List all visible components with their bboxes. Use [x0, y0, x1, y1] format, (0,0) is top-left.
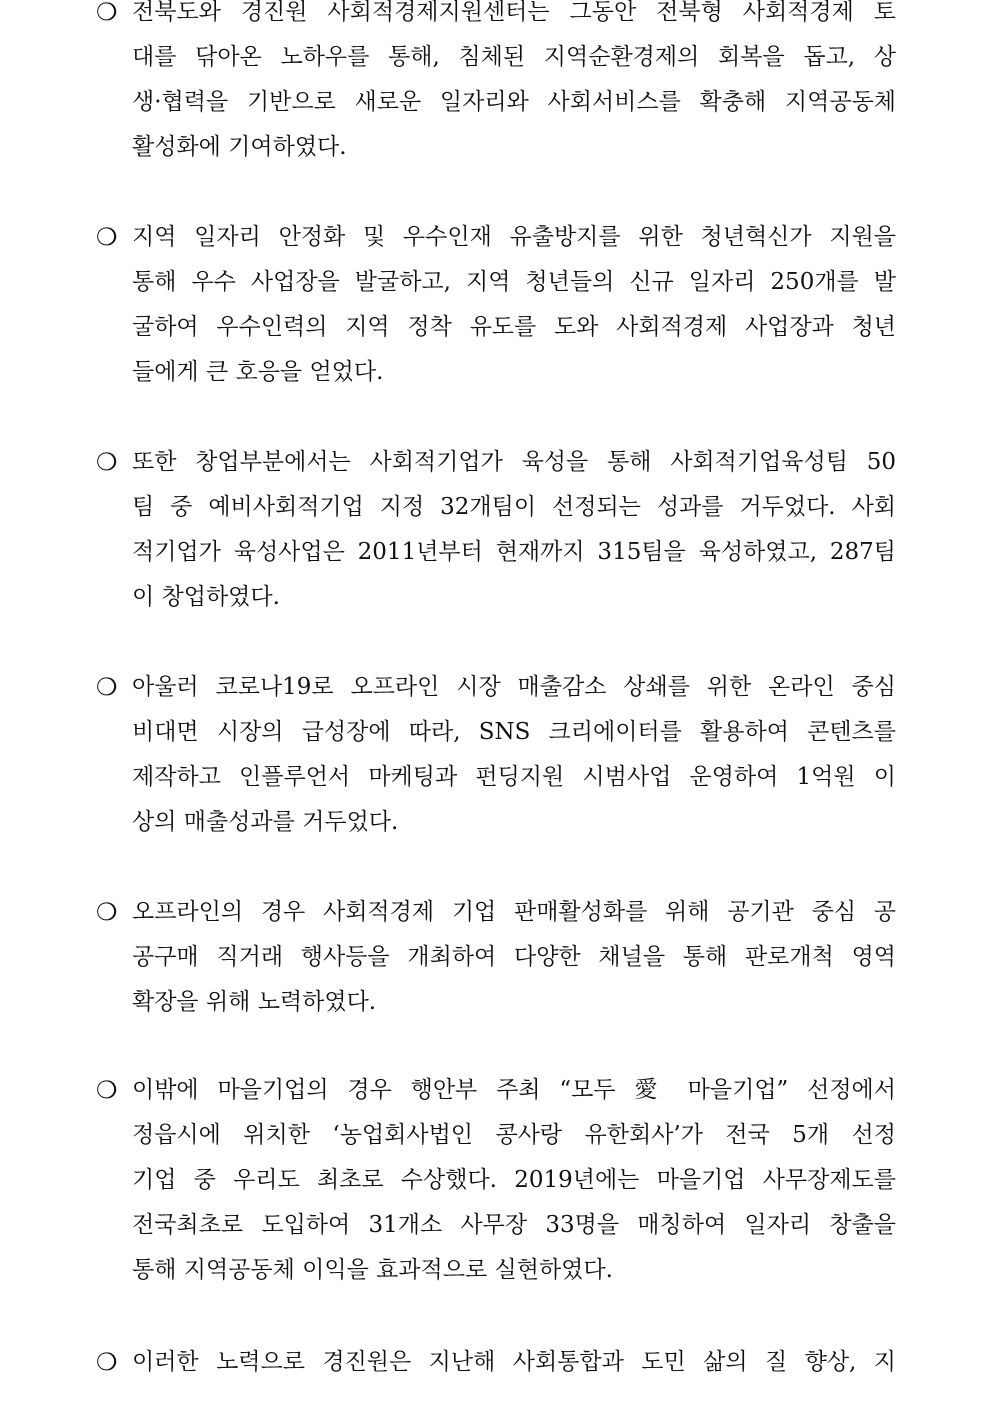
- paragraph-text: [132, 215, 896, 395]
- bullet-circle-icon: ❍: [96, 673, 118, 701]
- text-line: 들에게 큰 호응을 얻었다.: [132, 359, 384, 385]
- text-line: 적기업가 육성사업은 2011년부터 현재까지 315팀을 육성하였고, 287팀: [132, 539, 896, 565]
- text-line: 정읍시에 위치한 ‘농업회사법인 콩사랑 유한회사’가 전국 5개 선정: [132, 1122, 896, 1148]
- text-line: 확장을 위해 노력하였다.: [132, 989, 377, 1015]
- text-line: 생·협력을 기반으로 새로운 일자리와 사회서비스를 확충해 지역공동체: [132, 89, 896, 115]
- text-line: 제작하고 인플루언서 마케팅과 펀딩지원 시범사업 운영하여 1억원 이: [132, 764, 896, 790]
- text-line: 통해 지역공동체 이익을 효과적으로 실현하였다.: [132, 1257, 613, 1283]
- paragraph-text: [132, 665, 896, 845]
- text-line: 기업 중 우리도 최초로 수상했다. 2019년에는 마을기업 사무장제도를: [132, 1167, 896, 1193]
- paragraph-text: [132, 440, 896, 620]
- text-line: 통해 우수 사업장을 발굴하고, 지역 청년들의 신규 일자리 250개를 발: [132, 269, 896, 295]
- bullet-circle-icon: ❍: [96, 0, 118, 26]
- bullet-circle-icon: ❍: [96, 898, 118, 926]
- text-line: 전북도와 경진원 사회적경제지원센터는 그동안 전북형 사회적경제 토: [132, 0, 896, 25]
- paragraph-text: [132, 890, 896, 1025]
- text-line: 팀 중 예비사회적기업 지정 32개팀이 선정되는 성과를 거두었다. 사회: [132, 494, 896, 520]
- text-line: 이 창업하였다.: [132, 584, 280, 610]
- text-line: 오프라인의 경우 사회적경제 기업 판매활성화를 위해 공기관 중심 공: [132, 899, 896, 925]
- text-line: 상의 매출성과를 거두었다.: [132, 809, 399, 835]
- bullet-circle-icon: ❍: [96, 1348, 118, 1376]
- text-line: 굴하여 우수인력의 지역 정착 유도를 도와 사회적경제 사업장과 청년: [132, 314, 896, 340]
- paragraph-text: [132, 1068, 896, 1293]
- paragraph-text: [132, 1340, 896, 1385]
- text-line: 대를 닦아온 노하우를 통해, 침체된 지역순환경제의 회복을 돕고, 상: [132, 44, 896, 70]
- text-line: 비대면 시장의 급성장에 따라, SNS 크리에이터를 활용하여 콘텐츠를: [132, 719, 896, 745]
- text-line: 공구매 직거래 행사등을 개최하여 다양한 채널을 통해 판로개척 영역: [132, 944, 896, 970]
- bullet-circle-icon: ❍: [96, 448, 118, 476]
- paragraph-text: [132, 0, 896, 170]
- text-line: 지역 일자리 안정화 및 우수인재 유출방지를 위한 청년혁신가 지원을: [132, 224, 896, 250]
- text-line: 이러한 노력으로 경진원은 지난해 사회통합과 도민 삶의 질 향상, 지: [132, 1349, 896, 1375]
- bullet-circle-icon: ❍: [96, 223, 118, 251]
- text-line: 이밖에 마을기업의 경우 행안부 주최 “모두 愛 마을기업” 선정에서: [132, 1077, 896, 1103]
- text-line: 아울러 코로나19로 오프라인 시장 매출감소 상쇄를 위한 온라인 중심: [132, 674, 896, 700]
- text-line: 또한 창업부분에서는 사회적기업가 육성을 통해 사회적기업육성팀 50: [132, 449, 896, 475]
- text-line: 전국최초로 도입하여 31개소 사무장 33명을 매칭하여 일자리 창출을: [132, 1212, 896, 1238]
- bullet-circle-icon: ❍: [96, 1076, 118, 1104]
- text-line: 활성화에 기여하였다.: [132, 134, 347, 160]
